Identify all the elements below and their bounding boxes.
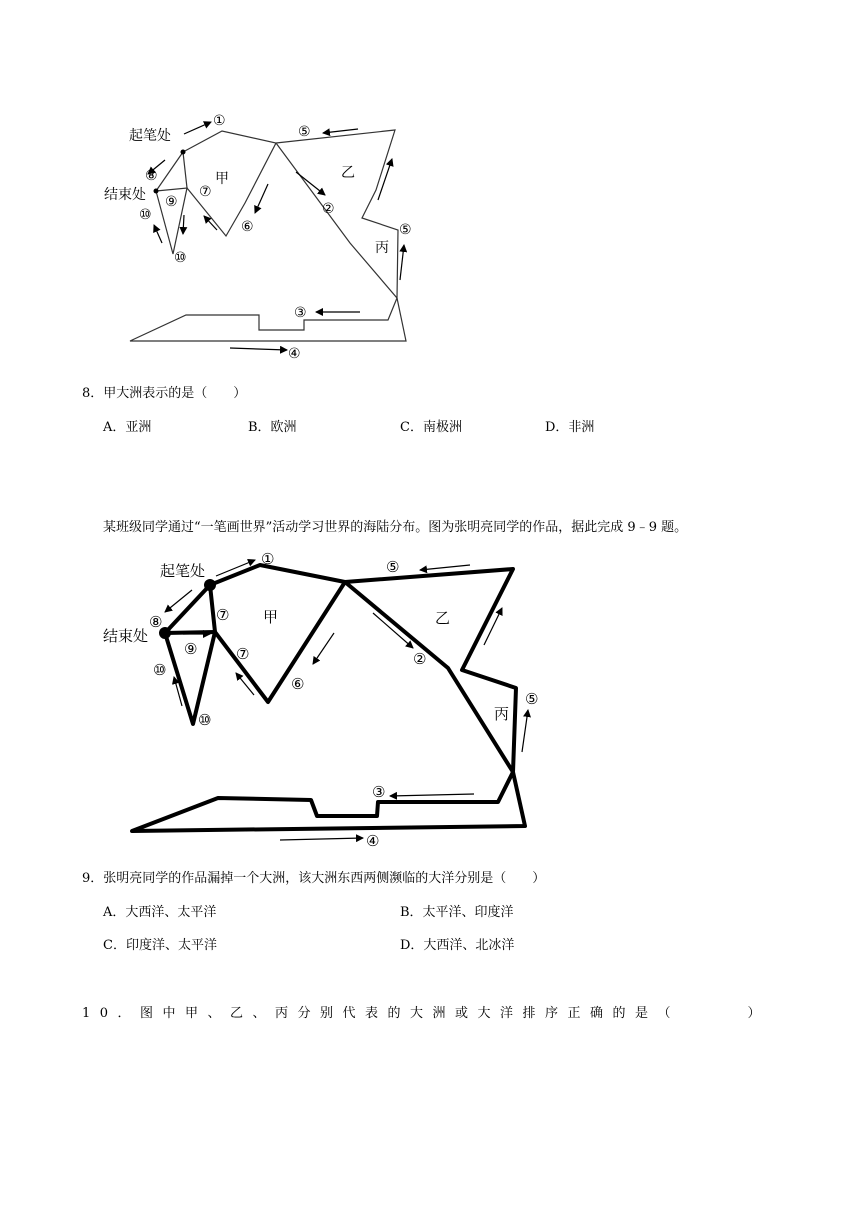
marker2-7b: ⑦ (236, 645, 250, 663)
q8-stem: 8．甲大洲表示的是（ ） (82, 386, 247, 401)
markers-1 (139, 113, 412, 362)
marker-7: ⑦ (199, 184, 212, 200)
marker-5a: ⑤ (399, 222, 412, 238)
q8-option-a: A．亚洲 (103, 420, 152, 435)
marker-2: ② (322, 201, 335, 217)
marker-10b: ⑩ (174, 250, 187, 266)
arrows-1 (148, 122, 404, 350)
marker-10a: ⑩ (139, 207, 152, 223)
marker-5b: ⑤ (298, 124, 311, 140)
region-yi-2: 乙 (435, 609, 451, 627)
marker2-5a: ⑤ (386, 558, 400, 576)
region-jia-1: 甲 (215, 171, 229, 187)
marker-3: ③ (294, 305, 307, 321)
marker2-1: ① (261, 550, 275, 568)
start-label-2: 起笔处 (160, 562, 206, 580)
q10-stem: 10．图中甲、乙、丙分别代表的大洲或大洋排序正确的是（ ） (82, 1006, 771, 1021)
end-label-1: 结束处 (104, 187, 146, 203)
region-jia-2: 甲 (263, 608, 279, 626)
marker2-8: ⑧ (149, 613, 163, 631)
outline-1 (130, 130, 406, 341)
q8-option-c: C．南极洲 (400, 420, 462, 435)
marker2-6: ⑥ (291, 675, 305, 693)
start-dot-2 (204, 579, 216, 591)
marker-4: ④ (288, 346, 301, 362)
marker2-5b: ⑤ (525, 690, 539, 708)
q9-option-d: D．大西洋、北冰洋 (400, 938, 515, 953)
marker2-2: ② (413, 650, 427, 668)
marker2-3: ③ (372, 783, 386, 801)
marker2-10a: ⑩ (153, 661, 167, 679)
marker-6: ⑥ (241, 219, 254, 235)
region-bing-2: 丙 (494, 705, 510, 723)
marker2-10b: ⑩ (198, 711, 212, 729)
diagram-2 (0, 540, 860, 860)
end-label-2: 结束处 (103, 627, 149, 645)
q9-option-a: A．大西洋、太平洋 (103, 905, 217, 920)
marker2-7a: ⑦ (216, 606, 230, 624)
end-dot-1 (154, 189, 159, 194)
q8-option-d: D．非洲 (545, 420, 595, 435)
q8-option-b: B．欧洲 (248, 420, 297, 435)
outline-2 (132, 565, 525, 831)
marker-9: ⑨ (165, 194, 178, 210)
region-yi-1: 乙 (341, 165, 355, 181)
start-dot-1 (181, 150, 186, 155)
marker2-9: ⑨ (184, 640, 198, 658)
q9-option-b: B．太平洋、印度洋 (400, 905, 514, 920)
markers-2 (149, 550, 426, 850)
intro-text: 某班级同学通过“一笔画世界”活动学习世界的海陆分布。图为张明亮同学的作品，据此完成 9﹣9 题。 (103, 520, 688, 535)
q9-stem: 9．张明亮同学的作品漏掉一个大洲，该大洲东西两侧濒临的大洋分别是（ ） (82, 871, 546, 886)
region-bing-1: 丙 (375, 240, 389, 256)
marker2-4: ④ (366, 832, 380, 850)
marker-8: ⑧ (145, 168, 158, 184)
diagram-1 (0, 0, 860, 370)
q9-option-c: C．印度洋、太平洋 (103, 938, 217, 953)
start-label-1: 起笔处 (129, 128, 171, 144)
marker-1: ① (213, 113, 226, 129)
